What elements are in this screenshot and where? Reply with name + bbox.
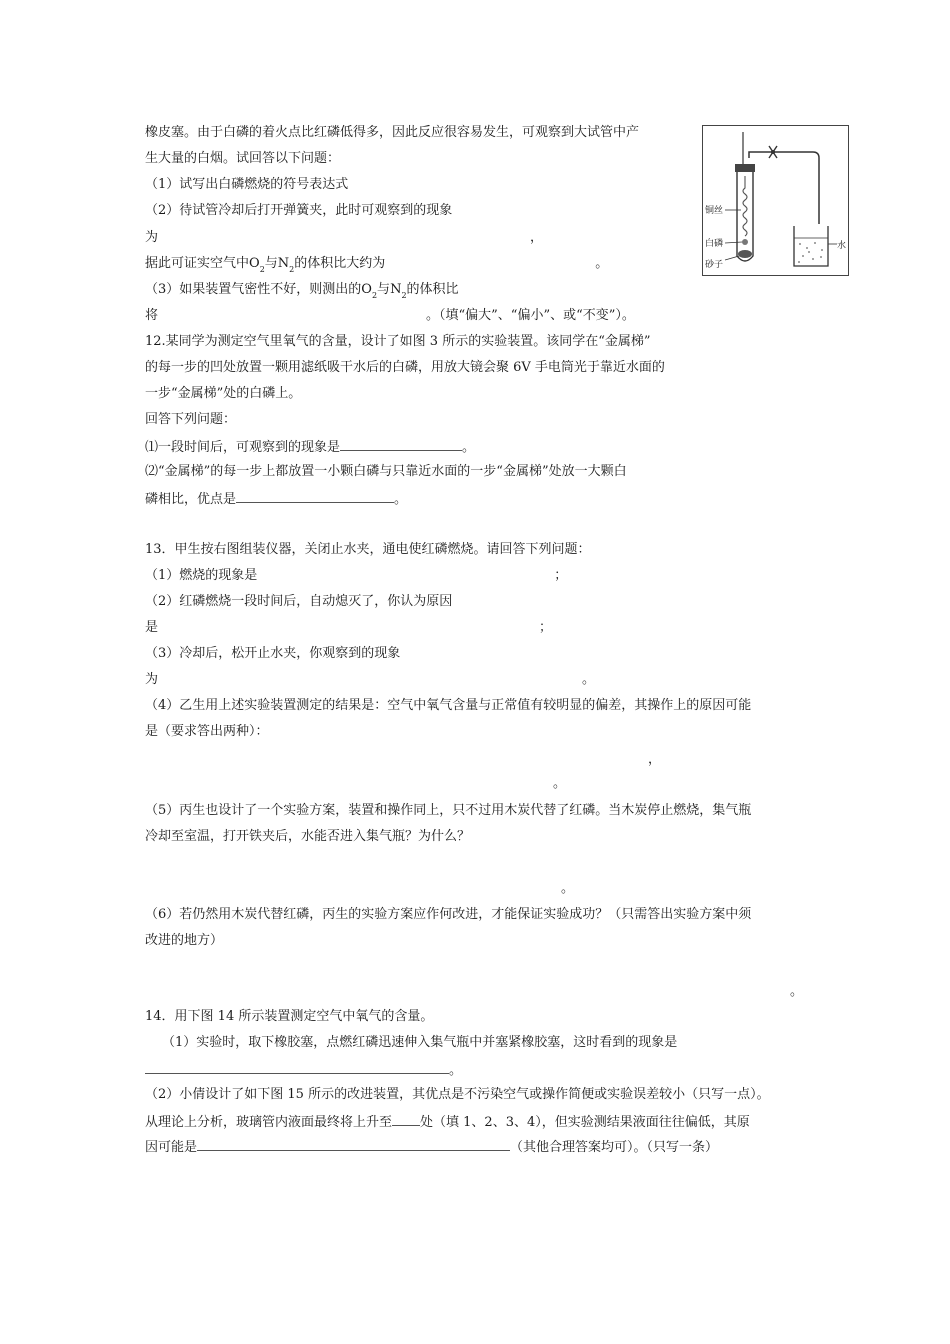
label-sand: 砂子: [705, 260, 724, 270]
q11-line-8: [145, 307, 635, 325]
q13-line-7: （4）乙生用上述实验装置测定的结果是：空气中氧气含量与正常值有较明显的偏差，其操作上的原因可能: [145, 698, 752, 713]
q13-l6-text: 为: [145, 672, 159, 687]
q14-l6-text-b: （其他合理答案均可）。（只写一条）: [510, 1140, 719, 1155]
q13-line-1: 13．甲生按右图组装仪器，关闭止水夹，通电使红磷燃烧。请回答下列问题：: [145, 542, 591, 557]
q13-l6-period: 。: [582, 672, 596, 687]
q13-l4-text: 是: [145, 620, 159, 635]
q14-line-4: （2）小倩设计了如下图 15 所示的改进装置，其优点是不污染空气或操作简便或实验误差较小（只写一点）。: [145, 1087, 770, 1102]
q11-l6-text: 据此可证实空气中: [145, 256, 250, 271]
q11-line-7: [145, 281, 459, 300]
q12-line-5: [145, 437, 475, 457]
q11-l8-text: 将: [145, 308, 159, 323]
q11-line-4: （2）待试管冷却后打开弹簧夹，此时可观察到的现象: [145, 203, 453, 218]
q11-l8-text-b: 。（填“偏大”、“偏小”、或“不变”）。: [426, 308, 635, 323]
q14-line-5: [145, 1112, 750, 1132]
q13-line-12: 冷却至室温，打开铁夹后，水能否进入集气瓶？为什么？: [145, 829, 471, 844]
q13-line-4: [145, 619, 552, 637]
q13-line-3: （2）红磷燃烧一段时间后，自动熄灭了，你认为原因: [145, 594, 453, 609]
nitrogen-symbol: N: [390, 282, 402, 297]
nitrogen-subscript: 2: [289, 265, 295, 274]
apparatus-figure: [702, 125, 849, 276]
nitrogen-subscript: 2: [401, 291, 407, 300]
q13-l2-text: （1）燃烧的现象是: [145, 568, 258, 583]
q14-l5-text-b: 处（填 1、2、3、4），但实验测结果液面往往偏低，其原: [420, 1115, 750, 1130]
q13-line-10: 。: [553, 776, 567, 791]
q13-line-11: （5）丙生也设计了一个实验方案，装置和操作同上，只不过用木炭代替了红磷。当木炭停止燃烧，集气瓶: [145, 803, 752, 818]
q13-line-6: [145, 671, 595, 689]
label-white-phosphorus: 白磷: [705, 239, 724, 249]
q11-line-3: （1）试写出白磷燃烧的符号表达式: [145, 177, 349, 192]
oxygen-subscript: 2: [259, 265, 265, 274]
q13-line-2: [145, 567, 567, 585]
and-text: 与: [264, 256, 278, 271]
q13-line-13: 。: [561, 881, 575, 896]
q13-line-15: 改进的地方）: [145, 933, 224, 948]
q12-line-6: ⑵“金属梯”的每一步上都放置一小颗白磷与只靠近水面的一步“金属梯”处放一大颗白: [145, 464, 627, 479]
q12-line-3: 一步“金属梯”处的白磷上。: [145, 386, 302, 401]
q12-line-7: [145, 489, 407, 509]
answer-blank[interactable]: [392, 1112, 420, 1126]
q13-l2-semicolon: ；: [554, 568, 568, 583]
label-copper-wire: 铜丝: [705, 206, 724, 216]
q11-l5-text: 为: [145, 230, 159, 245]
answer-blank[interactable]: [197, 1137, 510, 1151]
q14-l5-text: 从理论上分析，玻璃管内液面最终将上升至: [145, 1115, 393, 1130]
q11-l7-text-b: 的体积比: [406, 282, 459, 297]
label-water: 水: [837, 241, 847, 251]
q14-l6-text: 因可能是: [145, 1140, 198, 1155]
q12-l7-period: 。: [394, 492, 408, 507]
nitrogen-symbol: N: [277, 256, 290, 271]
q14-line-3: [145, 1060, 462, 1080]
q13-line-8: 是（要求答出两种）：: [145, 724, 269, 739]
q13-line-5: （3）冷却后，松开止水夹，你观察到的现象: [145, 646, 401, 661]
and-text: 与: [377, 282, 391, 297]
q13-l4-semicolon: ；: [539, 620, 553, 635]
q12-line-4: 回答下列问题：: [145, 412, 237, 427]
answer-blank[interactable]: [145, 1060, 449, 1074]
q11-line-2: 生大量的白烟。试回答以下问题：: [145, 151, 341, 166]
q14-line-1: 14．用下图 14 所示装置测定空气中氧气的含量。: [145, 1009, 434, 1024]
oxygen-subscript: 2: [371, 291, 378, 300]
q12-line-1: 12.某同学为测定空气里氧气的含量，设计了如图 3 所示的实验装置。该同学在“金属梯”: [145, 334, 651, 349]
q11-line-5: [145, 229, 543, 247]
q13-line-9: ，: [648, 752, 662, 767]
oxygen-symbol: O: [249, 256, 260, 271]
q13-line-14: （6）若仍然用木炭代替红磷，丙生的实验方案应作何改进，才能保证实验成功？（只需答出实验方案中须: [145, 907, 752, 922]
q11-l5-comma: ，: [530, 230, 544, 245]
q12-l7-text: 磷相比，优点是: [145, 492, 237, 507]
q12-line-2: 的每一步的凹处放置一颗用滤纸吸干水后的白磷，用放大镜会聚 6V 手电筒光于靠近水面的: [145, 360, 665, 375]
q11-line-6: [145, 255, 608, 274]
q11-l6-text-b: 的体积比大约为: [294, 256, 386, 271]
q12-l5-text: ⑴一段时间后，可观察到的现象是: [145, 440, 341, 455]
q12-l5-period: 。: [462, 440, 476, 455]
answer-blank[interactable]: [236, 489, 394, 503]
q14-l3-period: 。: [449, 1063, 463, 1078]
oxygen-symbol: O: [361, 282, 372, 297]
q11-l6-period: 。: [595, 256, 609, 271]
q11-line-1: 橡皮塞。由于白磷的着火点比红磷低得多，因此反应很容易发生，可观察到大试管中产: [145, 125, 640, 140]
q14-line-6: [145, 1137, 718, 1157]
q13-line-16: 。: [790, 984, 804, 999]
answer-blank[interactable]: [340, 437, 462, 451]
q11-l7-text: （3）如果装置气密性不好，则测出的: [145, 282, 362, 297]
q14-line-2: （1）实验时，取下橡胶塞，点燃红磷迅速伸入集气瓶中并塞紧橡胶塞，这时看到的现象是: [162, 1035, 678, 1050]
